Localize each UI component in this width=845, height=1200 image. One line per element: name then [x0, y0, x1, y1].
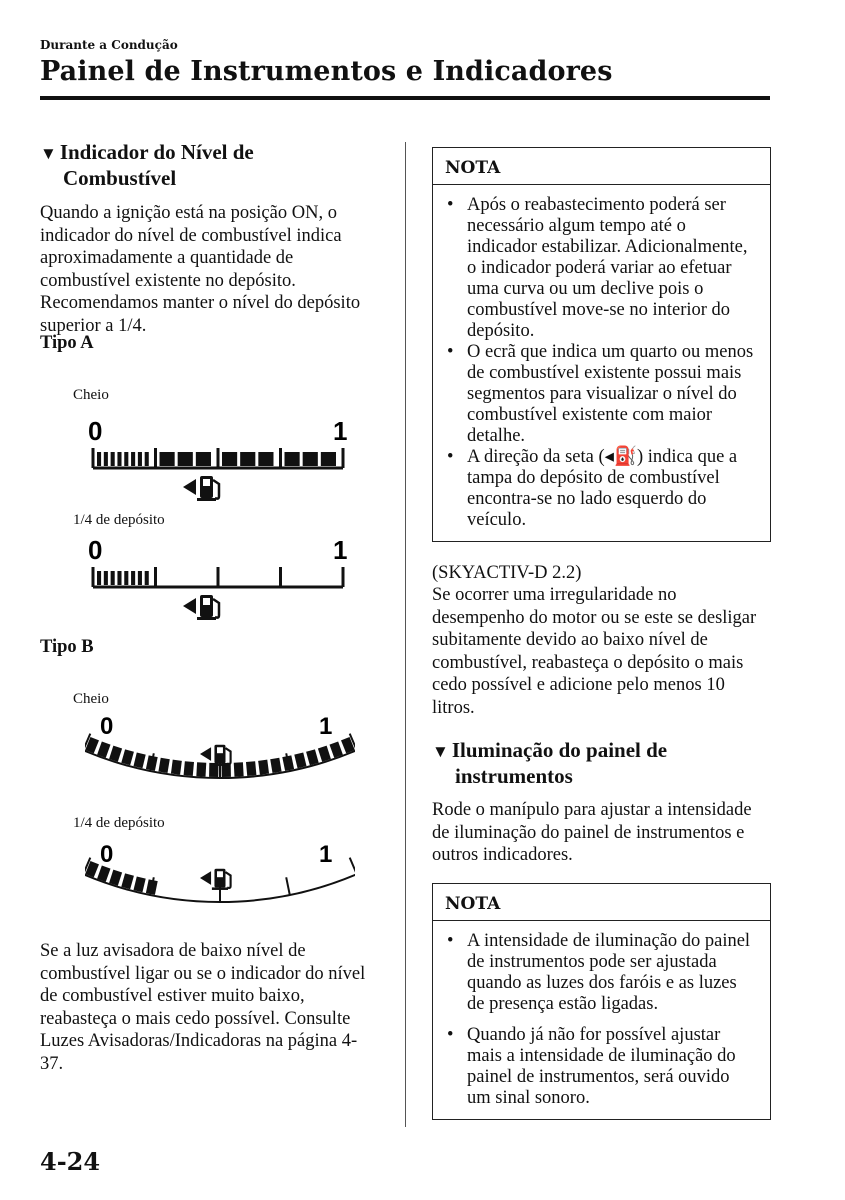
- fuel-pump-arrow-icon: [200, 869, 231, 890]
- illumination-heading: ▼ Iluminação do painel de instrumentos: [432, 738, 668, 788]
- gauge-segment: [184, 761, 194, 776]
- list-item: • O ecrã que indica um quarto ou menos de combustível existente possui mais segmentos para visualizar o nível do combustível existente com maior detalhe.: [443, 342, 756, 447]
- gauge-min-label: 0: [88, 416, 103, 446]
- gauge-segment: [124, 571, 128, 585]
- gauge-segment: [133, 877, 145, 893]
- type-b-quarter-gauge: [85, 834, 355, 920]
- gauge-min-label: 0: [100, 841, 114, 868]
- gauge-min-label: 0: [100, 713, 114, 740]
- nota-list-1: [433, 185, 770, 541]
- list-item: • Após o reabastecimento poderá ser necessário algum tempo até o indicador estabilizar. Adicionalmente, o indicador poderá variar ao efetuar uma curva ou um declive pois o combustível move-se no interior do depósito.: [443, 195, 756, 342]
- gauge-segment: [97, 571, 101, 585]
- gauge-segment: [146, 879, 158, 895]
- list-item: • A intensidade de iluminação do painel de instrumentos pode ser ajustada quando as luzes dos faróis e as luzes de presença estão ligadas.: [443, 931, 756, 1015]
- gauge-segment: [306, 749, 319, 765]
- gauge-segment: [294, 753, 306, 769]
- gauge-segment: [258, 452, 273, 466]
- fuel-gauge-heading: ▼ Indicador do Nível de Combustível: [40, 140, 254, 190]
- gauge-segment: [133, 753, 145, 769]
- gauge-segment: [131, 571, 135, 585]
- gauge-segment: [97, 742, 110, 758]
- gauge-segment: [303, 452, 318, 466]
- gauge-max-label: 1: [333, 416, 348, 446]
- gauge-segment: [145, 452, 149, 466]
- gauge-segment: [121, 873, 134, 889]
- gauge-segment: [171, 760, 182, 775]
- section-label: Durante a Condução: [40, 38, 178, 52]
- triangle-icon: ▼: [40, 144, 57, 163]
- gauge-segment: [318, 746, 331, 762]
- low-fuel-warning-text: Se a luz avisadora de baixo nível de combustível ligar ou se o indicador do nível de combustível estiver muito baixo, reabasteça o mais cedo possível. Consulte Luzes Avisadoras/Indicadoras na página 4-37.: [40, 941, 366, 1074]
- nota-box-1: [432, 147, 771, 542]
- fuel-pump-arrow-icon: [183, 476, 219, 501]
- title-rule: [40, 96, 770, 100]
- gauge-segment: [196, 452, 211, 466]
- fuel-gauge-intro: Quando a ignição está na posição ON, o indicador do nível de combustível indica aproximadamente a quantidade de combustível existente no depósito. Recomendamos manter o nível do depósito superior a 1/4.: [40, 203, 361, 336]
- nota-title: NOTA: [433, 148, 770, 185]
- gauge-segment: [234, 762, 244, 776]
- nota-list-2: [433, 921, 770, 1119]
- gauge-tick: [350, 858, 355, 875]
- gauge-segment: [117, 452, 121, 466]
- type-a-full-gauge: [85, 414, 355, 510]
- tipo-b-label: Tipo B: [40, 637, 94, 657]
- gauge-segment: [158, 758, 169, 773]
- type-b-full-gauge: [85, 710, 355, 796]
- type-b-quarter-label: 1/4 de depósito: [73, 815, 165, 831]
- gauge-segment: [146, 755, 158, 771]
- gauge-segment: [246, 761, 256, 776]
- gauge-segment: [270, 758, 281, 773]
- gauge-tick: [286, 877, 290, 895]
- list-item: • Quando já não for possível ajustar mais a intensidade de iluminação do painel de instrumentos, será ouvido um sinal sonoro.: [443, 1025, 756, 1109]
- gauge-segment: [104, 571, 108, 585]
- illumination-text: Rode o manípulo para ajustar a intensidade de iluminação do painel de instrumentos e outros indicadores.: [432, 800, 752, 865]
- linear-gauge-bar: [93, 567, 343, 587]
- gauge-segment: [111, 571, 115, 585]
- gauge-segment: [117, 571, 121, 585]
- nota-title: NOTA: [433, 884, 770, 921]
- gauge-segment: [121, 749, 134, 765]
- gauge-segment: [222, 452, 237, 466]
- gauge-segment: [240, 452, 255, 466]
- gauge-max-label: 1: [319, 713, 333, 740]
- type-a-full-label: Cheio: [73, 387, 109, 403]
- gauge-min-label: 0: [88, 535, 103, 565]
- linear-gauge-bar: [93, 448, 343, 468]
- fuel-pump-arrow-icon: [183, 595, 219, 620]
- page-title: Painel de Instrumentos e Indicadores: [40, 56, 613, 87]
- tipo-a-label: Tipo A: [40, 333, 94, 353]
- page-number: 4-24: [40, 1147, 101, 1176]
- gauge-segment: [285, 452, 300, 466]
- type-a-quarter-label: 1/4 de depósito: [73, 512, 165, 528]
- gauge-max-label: 1: [319, 841, 333, 868]
- gauge-segment: [109, 870, 122, 886]
- gauge-segment: [178, 452, 193, 466]
- gauge-segment: [321, 452, 336, 466]
- gauge-max-label: 1: [333, 535, 348, 565]
- gauge-segment: [104, 452, 108, 466]
- skyactiv-label: (SKYACTIV-D 2.2): [432, 563, 582, 583]
- gauge-segment: [145, 571, 149, 585]
- column-divider: [405, 142, 406, 1127]
- gauge-segment: [258, 760, 269, 775]
- type-b-full-label: Cheio: [73, 691, 109, 707]
- skyactiv-text: Se ocorrer uma irregularidade no desempenho do motor ou se este se desligar subitamente devido ao baixo nível de combustível, reabasteça o depósito o mais cedo possível e adicione pelo menos 10 litros.: [432, 585, 757, 718]
- gauge-segment: [97, 452, 101, 466]
- gauge-segment: [109, 746, 122, 762]
- gauge-segment: [282, 755, 294, 771]
- gauge-segment: [124, 452, 128, 466]
- gauge-segment: [111, 452, 115, 466]
- gauge-segment: [329, 742, 342, 758]
- triangle-icon: ▼: [432, 742, 449, 761]
- nota-box-2: [432, 883, 771, 1120]
- gauge-segment: [138, 452, 142, 466]
- gauge-segment: [138, 571, 142, 585]
- gauge-segment: [196, 762, 206, 776]
- list-item: • A direção da seta (◂⛽) indica que a tampa do depósito de combustível encontra-se no lado esquerdo do veículo.: [443, 447, 756, 531]
- gauge-segment: [131, 452, 135, 466]
- type-a-quarter-gauge: [85, 533, 355, 629]
- gauge-segment: [160, 452, 175, 466]
